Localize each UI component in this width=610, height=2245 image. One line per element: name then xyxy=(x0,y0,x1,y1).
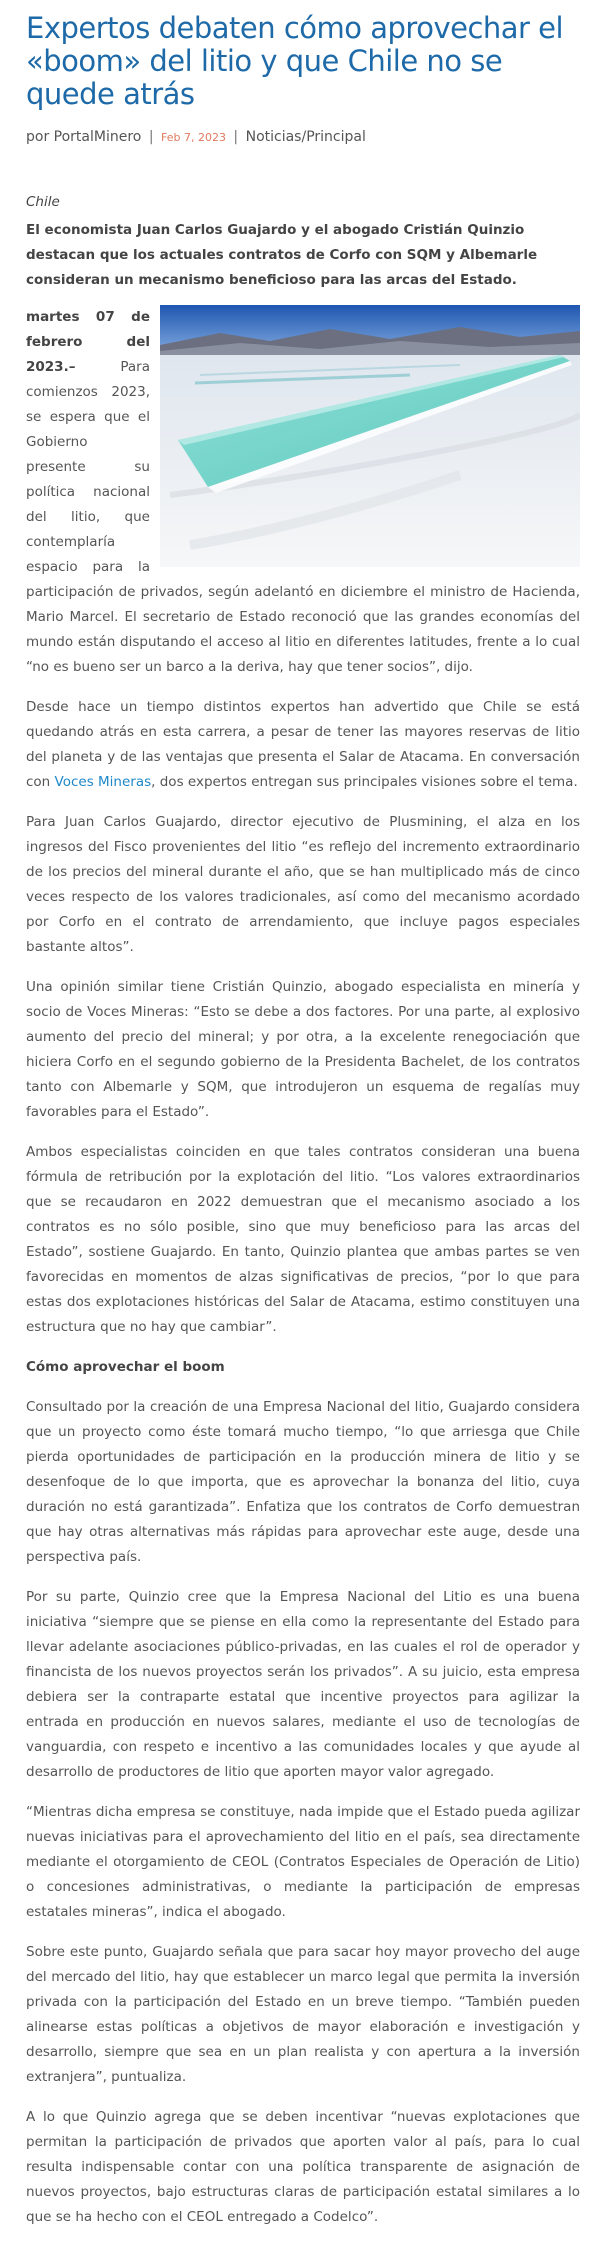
voces-mineras-link[interactable]: Voces Mineras xyxy=(54,774,152,790)
paragraph-1-text: Para comienzos 2023, se espera que el Gobierno presente su política nacional del litio, que contemplaría espacio para la participación de privados, según adelantó en diciembre el ministro de Hacienda, Mario Marcel. El secretario de Estado reconoció que las grandes economías del mundo están disputando el acceso al litio en diferentes latitudes, frente a lo cual “no es bueno ser un barco a la deriva, hay que tener socios”, dijo. xyxy=(26,359,580,675)
paragraph-2-text-after: , dos expertos entregan sus principales visiones sobre el tema. xyxy=(151,774,578,790)
publish-date: Feb 7, 2023 xyxy=(161,131,226,144)
meta-separator: | xyxy=(233,129,239,145)
meta-separator: | xyxy=(148,129,154,145)
paragraph-7: Por su parte, Quinzio cree que la Empresa Nacional del Litio es una buena iniciativa “siempre que se piense en ella como la representante del Estado para llevar adelante asociaciones público-privadas, en las cuales el rol de operador y financista de los nuevos proyectos serán los privados”. A su juicio, esta empresa debiera ser la contraparte estatal que incentive proyectos para agilizar la entrada en producción en nuevos salares, mediante el uso de tecnologías de vanguardia, con respeto e incentivo a las comunidades locales y que ayude al desarrollo de productores de litio que aporten mayor valor agregado. xyxy=(26,1589,580,1780)
paragraph-8: “Mientras dicha empresa se constituye, nada impide que el Estado pueda agilizar nuevas iniciativas para el aprovechamiento del litio en el país, sea directamente mediante el otorgamiento de CEOL (Contratos Especiales de Operación de Litio) o concesiones administrativas, o mediante la participación de empresas estatales mineras”, indica el abogado. xyxy=(26,1804,580,1920)
category-link[interactable]: Noticias/Principal xyxy=(245,129,366,145)
paragraph-6: Consultado por la creación de una Empresa Nacional del litio, Guajardo considera que un proyecto como éste tomará mucho tiempo, “lo que arriesga que Chile pierda oportunidades de participación en la producción minera de litio y se desenfoque de lo que importa, que es aprovechar la bonanza del litio, cuya duración no está garantizada”. Enfatiza que los contratos de Corfo demuestran que hay otras alternativas más rápidas para aprovechar este auge, desde una perspectiva país. xyxy=(26,1399,580,1565)
paragraph-2-text-before: Desde hace un tiempo distintos expertos han advertido que Chile se está quedando atrás en esta carrera, a pesar de tener las mayores reservas de litio del planeta y de las ventajas que presenta el Salar de Atacama. En conversación con xyxy=(26,699,580,790)
kicker: Chile xyxy=(26,194,60,210)
author-link[interactable]: PortalMinero xyxy=(53,129,142,145)
article-meta xyxy=(26,127,580,148)
paragraph-3: Para Juan Carlos Guajardo, director ejecutivo de Plusmining, el alza en los ingresos del Fisco provenientes del litio “es reflejo del incremento extraordinario de los precios del mineral durante el año, que se han multiplicado más de cinco veces respecto de los valores tradicionales, así como del mecanismo acordado por Corfo en el contrato de arrendamiento, que incluye pagos especiales bastante altos”. xyxy=(26,814,580,955)
salt-flat-lithium-pool-photo xyxy=(160,305,580,567)
dateline: martes 07 de febrero del 2023.– xyxy=(26,309,150,375)
article xyxy=(26,12,580,2245)
article-title[interactable]: Expertos debaten cómo aprovechar el «boom» del litio y que Chile no se quede atrás xyxy=(26,11,564,111)
paragraph-10: A lo que Quinzio agrega que se deben incentivar “nuevas explotaciones que permitan la participación de privados que aporten valor al país, para lo cual resulta indispensable contar con una política transparente de asignación de nuevos proyectos, bajo estructuras claras de participación estatal similares a lo que se ha hecho con el CEOL entregado a Codelco”. xyxy=(26,2109,580,2225)
paragraph-9: Sobre este punto, Guajardo señala que para sacar hoy mayor provecho del auge del mercado del litio, hay que establecer un marco legal que permita la inversión privada con la participación del Estado en un breve tiempo. “También pueden alinearse estas políticas a objetivos de mayor elaboración e investigación y desarrollo, siempre que sea en un plan realista y con apertura a la inversión extranjera”, puntualiza. xyxy=(26,1944,580,2085)
byline-prefix: por xyxy=(26,129,50,145)
paragraph-5: Ambos especialistas coinciden en que tales contratos consideran una buena fórmula de retribución por la explotación del litio. “Los valores extraordinarios que se recaudaron en 2022 demuestran que el mecanismo asociado a los contratos es no sólo posible, sino que muy beneficioso para las arcas del Estado”, sostiene Guajardo. En tanto, Quinzio plantea que ambas partes se ven favorecidas en momentos de alzas significativas de precios, “por lo que para estas dos explotaciones históricas del Salar de Atacama, estimo constituyen una estructura que no hay que cambiar”. xyxy=(26,1144,580,1335)
article-lede: El economista Juan Carlos Guajardo y el abogado Cristián Quinzio destacan que los actuales contratos de Corfo con SQM y Albemarle consideran un mecanismo beneficioso para las arcas del Estado. xyxy=(26,222,538,288)
paragraph-4: Una opinión similar tiene Cristián Quinzio, abogado especialista en minería y socio de Voces Mineras: “Esto se debe a dos factores. Por una parte, al explosivo aumento del precio del mineral; y por otra, a la excelente renegociación que hiciera Corfo en el segundo gobierno de la Presidenta Bachelet, de los contratos tanto con Albemarle y SQM, que introdujeron un esquema de regalías muy favorables para el Estado”. xyxy=(26,979,580,1120)
subheading: Cómo aprovechar el boom xyxy=(26,1359,225,1375)
paragraph-2 xyxy=(26,695,580,795)
